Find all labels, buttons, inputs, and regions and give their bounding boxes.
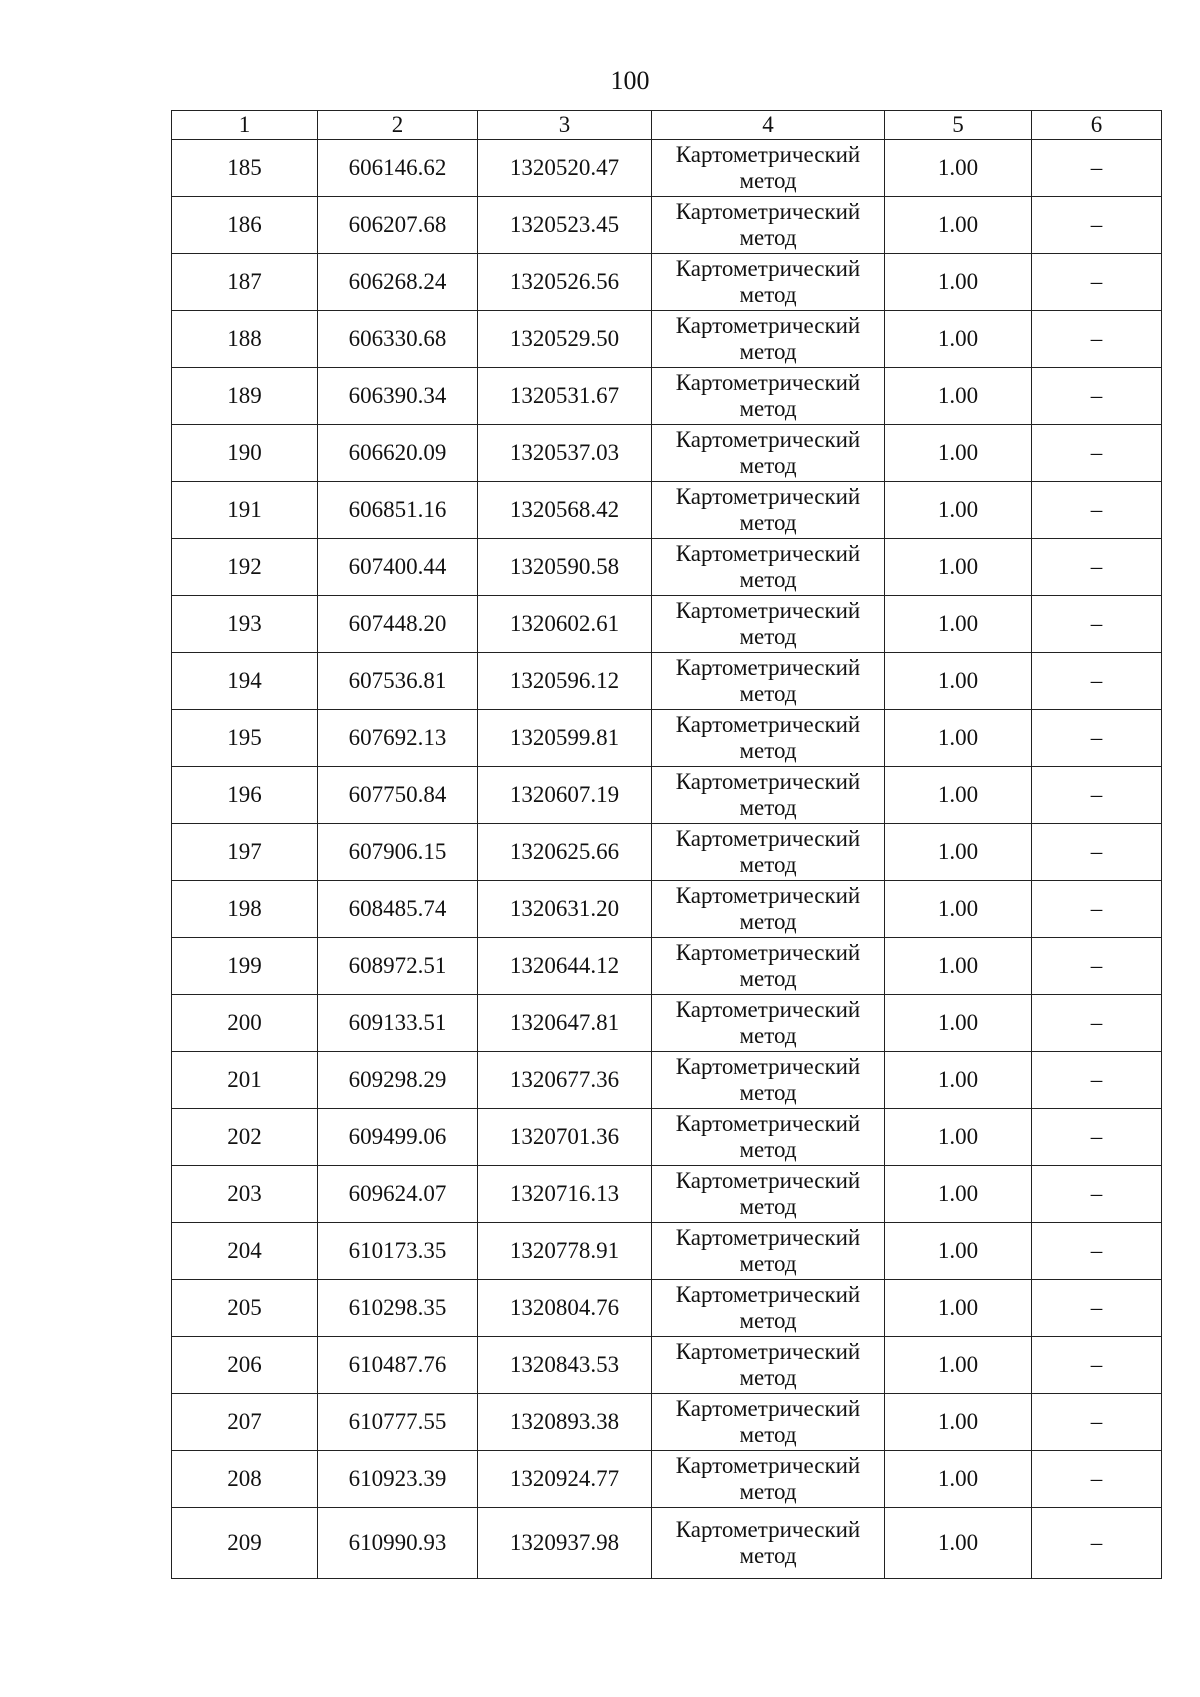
- cell-x-coordinate: 606330.68: [318, 311, 478, 368]
- method-line-1: Картометрический: [675, 313, 861, 338]
- cell-point-number: 204: [172, 1223, 318, 1280]
- method-line-2: метод: [739, 1308, 797, 1333]
- cell-note: –: [1032, 368, 1162, 425]
- cell-y-coordinate: 1320647.81: [478, 995, 652, 1052]
- method-line-2: метод: [739, 225, 797, 250]
- table-row: [172, 1451, 1162, 1508]
- cell-y-coordinate: 1320804.76: [478, 1280, 652, 1337]
- cell-point-number: 209: [172, 1508, 318, 1579]
- table-row: [172, 1223, 1162, 1280]
- table-row: [172, 1280, 1162, 1337]
- cell-method: [652, 254, 885, 311]
- cell-note: –: [1032, 254, 1162, 311]
- header-col-4: 4: [652, 111, 885, 140]
- table-row: [172, 824, 1162, 881]
- method-line-1: Картометрический: [675, 199, 861, 224]
- method-line-2: метод: [739, 1479, 797, 1504]
- table-row: [172, 1052, 1162, 1109]
- cell-method: [652, 767, 885, 824]
- cell-accuracy: 1.00: [885, 1223, 1032, 1280]
- cell-note: –: [1032, 197, 1162, 254]
- method-line-2: метод: [739, 1080, 797, 1105]
- cell-x-coordinate: 606851.16: [318, 482, 478, 539]
- cell-y-coordinate: 1320893.38: [478, 1394, 652, 1451]
- method-line-2: метод: [739, 1365, 797, 1390]
- method-line-2: метод: [739, 1194, 797, 1219]
- table-row: [172, 710, 1162, 767]
- table-row: [172, 197, 1162, 254]
- cell-x-coordinate: 609624.07: [318, 1166, 478, 1223]
- cell-accuracy: 1.00: [885, 1052, 1032, 1109]
- cell-point-number: 196: [172, 767, 318, 824]
- page-number: 100: [610, 66, 650, 95]
- cell-y-coordinate: 1320568.42: [478, 482, 652, 539]
- cell-method: [652, 1508, 885, 1579]
- table-row: [172, 995, 1162, 1052]
- header-col-6: 6: [1032, 111, 1162, 140]
- table-row: [172, 881, 1162, 938]
- method-line-1: Картометрический: [675, 484, 861, 509]
- cell-y-coordinate: 1320924.77: [478, 1451, 652, 1508]
- cell-point-number: 191: [172, 482, 318, 539]
- cell-method: [652, 1052, 885, 1109]
- cell-accuracy: 1.00: [885, 1280, 1032, 1337]
- cell-x-coordinate: 610990.93: [318, 1508, 478, 1579]
- table-header: [172, 111, 1162, 140]
- header-col-5: 5: [885, 111, 1032, 140]
- method-line-1: Картометрический: [675, 541, 861, 566]
- method-line-2: метод: [739, 909, 797, 934]
- cell-point-number: 198: [172, 881, 318, 938]
- table-row: [172, 254, 1162, 311]
- header-col-1: 1: [172, 111, 318, 140]
- cell-method: [652, 1394, 885, 1451]
- method-line-1: Картометрический: [675, 1054, 861, 1079]
- cell-x-coordinate: 606146.62: [318, 140, 478, 197]
- cell-point-number: 197: [172, 824, 318, 881]
- cell-note: –: [1032, 881, 1162, 938]
- cell-point-number: 194: [172, 653, 318, 710]
- cell-note: –: [1032, 1508, 1162, 1579]
- method-line-1: Картометрический: [675, 598, 861, 623]
- cell-method: [652, 824, 885, 881]
- cell-x-coordinate: 610777.55: [318, 1394, 478, 1451]
- cell-x-coordinate: 606207.68: [318, 197, 478, 254]
- cell-note: –: [1032, 482, 1162, 539]
- cell-note: –: [1032, 824, 1162, 881]
- cell-method: [652, 1337, 885, 1394]
- cell-y-coordinate: 1320523.45: [478, 197, 652, 254]
- method-line-1: Картометрический: [675, 883, 861, 908]
- cell-accuracy: 1.00: [885, 1337, 1032, 1394]
- cell-point-number: 187: [172, 254, 318, 311]
- table-row: [172, 767, 1162, 824]
- cell-x-coordinate: 610298.35: [318, 1280, 478, 1337]
- cell-y-coordinate: 1320531.67: [478, 368, 652, 425]
- header-col-3: 3: [478, 111, 652, 140]
- cell-y-coordinate: 1320631.20: [478, 881, 652, 938]
- cell-point-number: 190: [172, 425, 318, 482]
- cell-accuracy: 1.00: [885, 1394, 1032, 1451]
- cell-point-number: 208: [172, 1451, 318, 1508]
- method-line-1: Картометрический: [675, 1517, 861, 1542]
- cell-x-coordinate: 609499.06: [318, 1109, 478, 1166]
- cell-x-coordinate: 607448.20: [318, 596, 478, 653]
- table-row: [172, 596, 1162, 653]
- table-body: [172, 140, 1162, 1579]
- cell-y-coordinate: 1320701.36: [478, 1109, 652, 1166]
- method-line-2: метод: [739, 453, 797, 478]
- cell-note: –: [1032, 1223, 1162, 1280]
- cell-x-coordinate: 607750.84: [318, 767, 478, 824]
- header-col-2: 2: [318, 111, 478, 140]
- cell-accuracy: 1.00: [885, 140, 1032, 197]
- cell-y-coordinate: 1320644.12: [478, 938, 652, 995]
- method-line-1: Картометрический: [675, 256, 861, 281]
- cell-x-coordinate: 607906.15: [318, 824, 478, 881]
- table-row: [172, 1508, 1162, 1579]
- cell-y-coordinate: 1320716.13: [478, 1166, 652, 1223]
- cell-note: –: [1032, 938, 1162, 995]
- cell-accuracy: 1.00: [885, 197, 1032, 254]
- cell-accuracy: 1.00: [885, 767, 1032, 824]
- cell-y-coordinate: 1320607.19: [478, 767, 652, 824]
- cell-method: [652, 1166, 885, 1223]
- cell-accuracy: 1.00: [885, 425, 1032, 482]
- cell-point-number: 188: [172, 311, 318, 368]
- method-line-2: метод: [739, 795, 797, 820]
- cell-y-coordinate: 1320590.58: [478, 539, 652, 596]
- method-line-2: метод: [739, 1137, 797, 1162]
- cell-x-coordinate: 606620.09: [318, 425, 478, 482]
- cell-method: [652, 1451, 885, 1508]
- cell-point-number: 185: [172, 140, 318, 197]
- method-line-2: метод: [739, 396, 797, 421]
- cell-accuracy: 1.00: [885, 995, 1032, 1052]
- method-line-1: Картометрический: [675, 1453, 861, 1478]
- cell-accuracy: 1.00: [885, 824, 1032, 881]
- method-line-2: метод: [739, 1023, 797, 1048]
- cell-point-number: 205: [172, 1280, 318, 1337]
- method-line-2: метод: [739, 1251, 797, 1276]
- cell-method: [652, 425, 885, 482]
- cell-point-number: 189: [172, 368, 318, 425]
- cell-accuracy: 1.00: [885, 1451, 1032, 1508]
- cell-method: [652, 368, 885, 425]
- cell-note: –: [1032, 311, 1162, 368]
- cell-method: [652, 1223, 885, 1280]
- cell-method: [652, 938, 885, 995]
- method-line-2: метод: [739, 510, 797, 535]
- cell-x-coordinate: 609298.29: [318, 1052, 478, 1109]
- cell-x-coordinate: 607692.13: [318, 710, 478, 767]
- cell-method: [652, 197, 885, 254]
- cell-x-coordinate: 608972.51: [318, 938, 478, 995]
- cell-accuracy: 1.00: [885, 1109, 1032, 1166]
- cell-point-number: 203: [172, 1166, 318, 1223]
- cell-method: [652, 140, 885, 197]
- cell-point-number: 193: [172, 596, 318, 653]
- cell-note: –: [1032, 1280, 1162, 1337]
- cell-y-coordinate: 1320602.61: [478, 596, 652, 653]
- cell-y-coordinate: 1320677.36: [478, 1052, 652, 1109]
- method-line-1: Картометрический: [675, 769, 861, 794]
- cell-method: [652, 995, 885, 1052]
- cell-accuracy: 1.00: [885, 1508, 1032, 1579]
- cell-point-number: 202: [172, 1109, 318, 1166]
- method-line-1: Картометрический: [675, 1225, 861, 1250]
- cell-method: [652, 653, 885, 710]
- table-row: [172, 1166, 1162, 1223]
- cell-note: –: [1032, 425, 1162, 482]
- cell-note: –: [1032, 1451, 1162, 1508]
- method-line-2: метод: [739, 1543, 797, 1568]
- cell-y-coordinate: 1320778.91: [478, 1223, 652, 1280]
- cell-note: –: [1032, 995, 1162, 1052]
- cell-point-number: 206: [172, 1337, 318, 1394]
- cell-y-coordinate: 1320599.81: [478, 710, 652, 767]
- method-line-1: Картометрический: [675, 1282, 861, 1307]
- cell-method: [652, 1109, 885, 1166]
- table-row: [172, 1394, 1162, 1451]
- cell-point-number: 186: [172, 197, 318, 254]
- method-line-2: метод: [739, 738, 797, 763]
- cell-accuracy: 1.00: [885, 539, 1032, 596]
- cell-accuracy: 1.00: [885, 710, 1032, 767]
- cell-note: –: [1032, 596, 1162, 653]
- table-row: [172, 311, 1162, 368]
- cell-point-number: 199: [172, 938, 318, 995]
- table-row: [172, 539, 1162, 596]
- cell-note: –: [1032, 710, 1162, 767]
- cell-note: –: [1032, 653, 1162, 710]
- cell-accuracy: 1.00: [885, 596, 1032, 653]
- method-line-1: Картометрический: [675, 142, 861, 167]
- cell-note: –: [1032, 140, 1162, 197]
- cell-note: –: [1032, 767, 1162, 824]
- table-row: [172, 425, 1162, 482]
- method-line-1: Картометрический: [675, 997, 861, 1022]
- cell-x-coordinate: 606390.34: [318, 368, 478, 425]
- method-line-2: метод: [739, 567, 797, 592]
- method-line-2: метод: [739, 282, 797, 307]
- cell-y-coordinate: 1320526.56: [478, 254, 652, 311]
- method-line-1: Картометрический: [675, 940, 861, 965]
- method-line-2: метод: [739, 966, 797, 991]
- method-line-1: Картометрический: [675, 1168, 861, 1193]
- cell-accuracy: 1.00: [885, 482, 1032, 539]
- table-row: [172, 140, 1162, 197]
- cell-point-number: 195: [172, 710, 318, 767]
- cell-x-coordinate: 610487.76: [318, 1337, 478, 1394]
- method-line-2: метод: [739, 339, 797, 364]
- method-line-1: Картометрический: [675, 1396, 861, 1421]
- cell-point-number: 192: [172, 539, 318, 596]
- cell-y-coordinate: 1320625.66: [478, 824, 652, 881]
- cell-point-number: 207: [172, 1394, 318, 1451]
- cell-accuracy: 1.00: [885, 311, 1032, 368]
- cell-accuracy: 1.00: [885, 368, 1032, 425]
- cell-x-coordinate: 610923.39: [318, 1451, 478, 1508]
- method-line-1: Картометрический: [675, 712, 861, 737]
- cell-x-coordinate: 608485.74: [318, 881, 478, 938]
- cell-accuracy: 1.00: [885, 254, 1032, 311]
- cell-accuracy: 1.00: [885, 653, 1032, 710]
- cell-note: –: [1032, 1166, 1162, 1223]
- cell-x-coordinate: 607536.81: [318, 653, 478, 710]
- table-row: [172, 482, 1162, 539]
- cell-x-coordinate: 609133.51: [318, 995, 478, 1052]
- cell-method: [652, 539, 885, 596]
- cell-method: [652, 881, 885, 938]
- table-row: [172, 938, 1162, 995]
- cell-method: [652, 596, 885, 653]
- cell-x-coordinate: 610173.35: [318, 1223, 478, 1280]
- method-line-1: Картометрический: [675, 370, 861, 395]
- cell-method: [652, 311, 885, 368]
- cell-accuracy: 1.00: [885, 938, 1032, 995]
- method-line-2: метод: [739, 168, 797, 193]
- cell-y-coordinate: 1320529.50: [478, 311, 652, 368]
- cell-method: [652, 1280, 885, 1337]
- cell-accuracy: 1.00: [885, 881, 1032, 938]
- cell-accuracy: 1.00: [885, 1166, 1032, 1223]
- cell-x-coordinate: 606268.24: [318, 254, 478, 311]
- header-row: [172, 111, 1162, 140]
- method-line-2: метод: [739, 624, 797, 649]
- cell-method: [652, 710, 885, 767]
- cell-y-coordinate: 1320843.53: [478, 1337, 652, 1394]
- table-row: [172, 1337, 1162, 1394]
- cell-note: –: [1032, 1052, 1162, 1109]
- method-line-2: метод: [739, 1422, 797, 1447]
- cell-x-coordinate: 607400.44: [318, 539, 478, 596]
- method-line-1: Картометрический: [675, 427, 861, 452]
- method-line-2: метод: [739, 852, 797, 877]
- method-line-2: метод: [739, 681, 797, 706]
- cell-point-number: 200: [172, 995, 318, 1052]
- method-line-1: Картометрический: [675, 1111, 861, 1136]
- cell-note: –: [1032, 1337, 1162, 1394]
- cell-y-coordinate: 1320520.47: [478, 140, 652, 197]
- cell-note: –: [1032, 1394, 1162, 1451]
- cell-y-coordinate: 1320596.12: [478, 653, 652, 710]
- cell-note: –: [1032, 539, 1162, 596]
- method-line-1: Картометрический: [675, 826, 861, 851]
- method-line-1: Картометрический: [675, 1339, 861, 1364]
- coordinates-table: [171, 110, 1162, 1579]
- cell-y-coordinate: 1320537.03: [478, 425, 652, 482]
- cell-method: [652, 482, 885, 539]
- cell-point-number: 201: [172, 1052, 318, 1109]
- table-row: [172, 653, 1162, 710]
- table-row: [172, 368, 1162, 425]
- cell-note: –: [1032, 1109, 1162, 1166]
- cell-y-coordinate: 1320937.98: [478, 1508, 652, 1579]
- table-row: [172, 1109, 1162, 1166]
- method-line-1: Картометрический: [675, 655, 861, 680]
